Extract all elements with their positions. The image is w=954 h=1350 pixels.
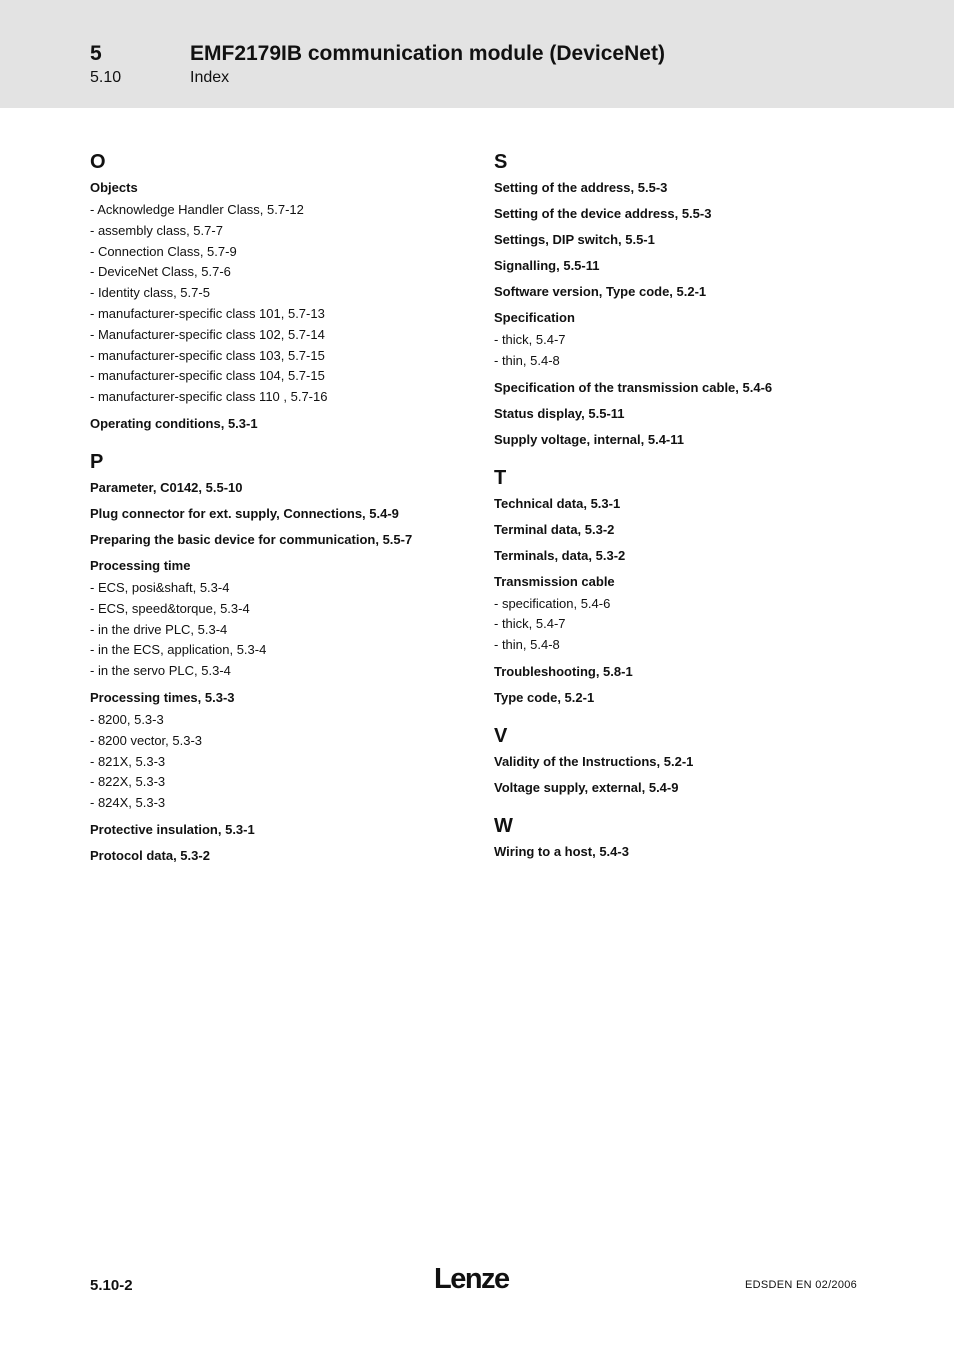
index-subentry: - 821X, 5.3-3: [90, 753, 166, 769]
lenze-logo-text: Lenze: [434, 1263, 509, 1295]
index-subentry-list: [90, 710, 480, 814]
index-subentry: - ECS, speed&torque, 5.3-4: [90, 600, 250, 616]
index-subentry: - Connection Class, 5.7-9: [90, 243, 237, 259]
index-entry: Status display, 5.5-11: [494, 405, 625, 421]
index-column-left: [90, 150, 480, 882]
index-entry: Supply voltage, internal, 5.4-11: [494, 431, 685, 447]
lenze-logo: [434, 1262, 516, 1296]
index-subentry: - Manufacturer-specific class 102, 5.7-14: [90, 326, 325, 342]
index-subentry: - in the servo PLC, 5.3-4: [90, 663, 231, 679]
index-entry: Wiring to a host, 5.4-3: [494, 843, 629, 859]
index-letter: P: [90, 450, 104, 473]
index-section: [494, 814, 884, 860]
index-letter: V: [494, 724, 508, 747]
index-subentry: - in the drive PLC, 5.3-4: [90, 621, 228, 637]
index-entry: Processing times, 5.3-3: [90, 689, 235, 705]
index-subentry: - 8200 vector, 5.3-3: [90, 732, 203, 748]
index-entry: Processing time: [90, 557, 191, 573]
index-entry: Validity of the Instructions, 5.2-1: [494, 753, 694, 769]
index-subentry: - in the ECS, application, 5.3-4: [90, 642, 267, 658]
index-entry: Type code, 5.2-1: [494, 689, 595, 705]
index-entry: Plug connector for ext. supply, Connections, 5.4-9: [90, 505, 399, 521]
index-entry: Setting of the device address, 5.5-3: [494, 206, 712, 221]
index-entry: Terminals, data, 5.3-2: [494, 547, 626, 563]
index-entry: Settings, DIP switch, 5.5-1: [494, 232, 655, 247]
index-subentry: - thin, 5.4-8: [494, 352, 560, 368]
index-subentry-list: [494, 330, 884, 372]
index-subentry: - specification, 5.4-6: [494, 595, 611, 611]
index-subentry: - manufacturer-specific class 104, 5.7-15: [90, 368, 325, 384]
index-section: [90, 450, 480, 864]
index-subentry: - Acknowledge Handler Class, 5.7-12: [90, 202, 304, 217]
index-entry: Preparing the basic device for communication, 5.5-7: [90, 531, 413, 547]
index-entry: Specification: [494, 310, 575, 325]
index-entry: Troubleshooting, 5.8-1: [494, 663, 633, 679]
index-entry: Specification of the transmission cable, 5.4-6: [494, 379, 773, 395]
index-subentry: - ECS, posi&shaft, 5.3-4: [90, 579, 230, 595]
index-entry: Technical data, 5.3-1: [494, 495, 621, 511]
page-header: [0, 0, 954, 108]
index-entry: Terminal data, 5.3-2: [494, 521, 615, 537]
index-subentry-list: [90, 200, 480, 408]
index-subentry: - manufacturer-specific class 101, 5.7-13: [90, 305, 325, 321]
index-column-right: [494, 150, 884, 878]
chapter-number: 5: [90, 42, 102, 65]
index-entry: Objects: [90, 180, 138, 195]
index-subentry: - 822X, 5.3-3: [90, 774, 166, 790]
index-subentry-list: [90, 578, 480, 682]
index-entry: Setting of the address, 5.5-3: [494, 180, 668, 195]
page-number: 5.10-2: [90, 1277, 133, 1294]
index-section: [494, 724, 884, 796]
index-subentry: - 824X, 5.3-3: [90, 795, 166, 811]
index-entry: Software version, Type code, 5.2-1: [494, 284, 707, 299]
index-section: [494, 466, 884, 706]
index-subentry: - Identity class, 5.7-5: [90, 285, 210, 301]
index-subentry: - thick, 5.4-7: [494, 616, 566, 632]
index-entry: Protocol data, 5.3-2: [90, 847, 210, 863]
document-reference: EDSDEN EN 02/2006: [745, 1279, 858, 1291]
index-entry: Transmission cable: [494, 573, 615, 589]
index-section: [90, 150, 480, 432]
index-subentry: - manufacturer-specific class 103, 5.7-15: [90, 347, 325, 363]
section-title: Index: [190, 69, 230, 86]
index-entry: Voltage supply, external, 5.4-9: [494, 779, 679, 795]
index-subentry: - manufacturer-specific class 110 , 5.7-16: [90, 389, 328, 405]
chapter-title: EMF2179IB communication module (DeviceNet): [190, 42, 665, 65]
index-letter: W: [494, 814, 513, 837]
index-entry: Signalling, 5.5-11: [494, 258, 600, 273]
index-letter: T: [494, 466, 507, 489]
index-subentry: - thick, 5.4-7: [494, 332, 566, 347]
index-subentry: - assembly class, 5.7-7: [90, 222, 223, 238]
index-letter: O: [90, 151, 106, 173]
index-section: [494, 150, 884, 448]
index-subentry: - DeviceNet Class, 5.7-6: [90, 264, 231, 280]
index-subentry: - 8200, 5.3-3: [90, 711, 164, 727]
index-entry: Protective insulation, 5.3-1: [90, 821, 255, 837]
index-entry: Parameter, C0142, 5.5-10: [90, 479, 243, 495]
index-subentry-list: [494, 594, 884, 656]
index-entry: Operating conditions, 5.3-1: [90, 415, 258, 431]
index-subentry: - thin, 5.4-8: [494, 637, 560, 653]
section-number: 5.10: [90, 69, 122, 86]
index-letter: S: [494, 151, 508, 173]
